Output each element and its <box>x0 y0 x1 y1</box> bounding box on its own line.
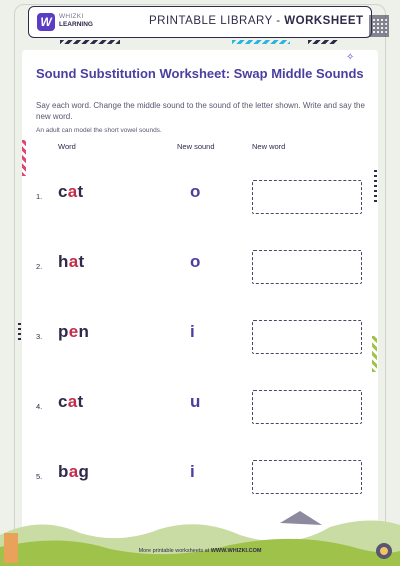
exercise-number: 2. <box>36 262 43 271</box>
new-sound-letter: i <box>190 462 195 481</box>
word-start: p <box>58 322 69 341</box>
worksheet-title: Sound Substitution Worksheet: Swap Middle Sounds <box>36 66 364 81</box>
target-word <box>58 252 84 272</box>
new-word-answer-box[interactable] <box>252 320 362 354</box>
header-title-bold: WORKSHEET <box>284 15 364 27</box>
landscape-illustration <box>0 505 400 566</box>
exercise-number: 5. <box>36 472 43 481</box>
decorative-stripe <box>308 40 338 44</box>
footer-site-link[interactable]: WWW.WHIZKI.COM <box>210 548 262 554</box>
worksheet-instructions: Say each word. Change the middle sound to the sound of the letter shown. Write and say the new word. <box>36 101 365 121</box>
exercise-row <box>0 386 400 426</box>
new-sound-letter: o <box>190 182 201 201</box>
target-word <box>58 462 89 482</box>
word-middle-sound: a <box>67 392 78 411</box>
target-word <box>58 322 89 342</box>
word-middle-sound: a <box>68 252 79 271</box>
word-start: h <box>58 252 69 271</box>
target-word <box>58 392 84 412</box>
word-end: t <box>77 182 84 201</box>
exercise-row <box>0 456 400 496</box>
word-middle-sound: e <box>68 322 79 341</box>
sparkle-icon: ✧ <box>346 52 355 63</box>
whizki-logo-icon: W <box>37 13 55 31</box>
decorative-stripe <box>22 140 26 176</box>
new-sound-letter: i <box>190 322 195 341</box>
exercise-number: 4. <box>36 402 43 411</box>
exercise-number: 1. <box>36 192 43 201</box>
word-end: g <box>78 462 90 481</box>
footer-text <box>124 546 276 556</box>
header-title <box>149 15 364 27</box>
exercise-row <box>0 316 400 356</box>
word-start: b <box>58 462 69 481</box>
exercise-row <box>0 176 400 216</box>
word-middle-sound: a <box>67 182 78 201</box>
header-title-prefix: PRINTABLE LIBRARY - <box>149 15 285 27</box>
new-word-answer-box[interactable] <box>252 180 362 214</box>
word-middle-sound: a <box>68 462 79 481</box>
word-end: t <box>78 252 85 271</box>
target-word <box>58 182 84 202</box>
column-header-new-word: New word <box>252 142 286 151</box>
brand-line-2: LEARNING <box>59 21 93 28</box>
exercise-number: 3. <box>36 332 43 341</box>
new-word-answer-box[interactable] <box>252 460 362 494</box>
page-header <box>28 6 372 38</box>
footer-label: More printable worksheets at <box>138 548 211 554</box>
word-end: n <box>78 322 90 341</box>
new-sound-letter: o <box>190 252 201 271</box>
new-word-answer-box[interactable] <box>252 250 362 284</box>
brand-line-1: WHIZKI <box>59 13 84 20</box>
word-start: c <box>58 392 68 411</box>
new-word-answer-box[interactable] <box>252 390 362 424</box>
decorative-stripe <box>60 40 120 44</box>
new-sound-letter: u <box>190 392 201 411</box>
qr-code-icon <box>369 15 389 37</box>
column-header-new-sound: New sound <box>177 142 215 151</box>
word-start: c <box>58 182 68 201</box>
column-header-word: Word <box>58 142 76 151</box>
exercise-row <box>0 246 400 286</box>
word-end: t <box>77 392 84 411</box>
worksheet-note: An adult can model the short vowel sounds. <box>36 127 162 134</box>
brand-name <box>59 13 93 29</box>
decorative-stripe <box>232 40 290 44</box>
